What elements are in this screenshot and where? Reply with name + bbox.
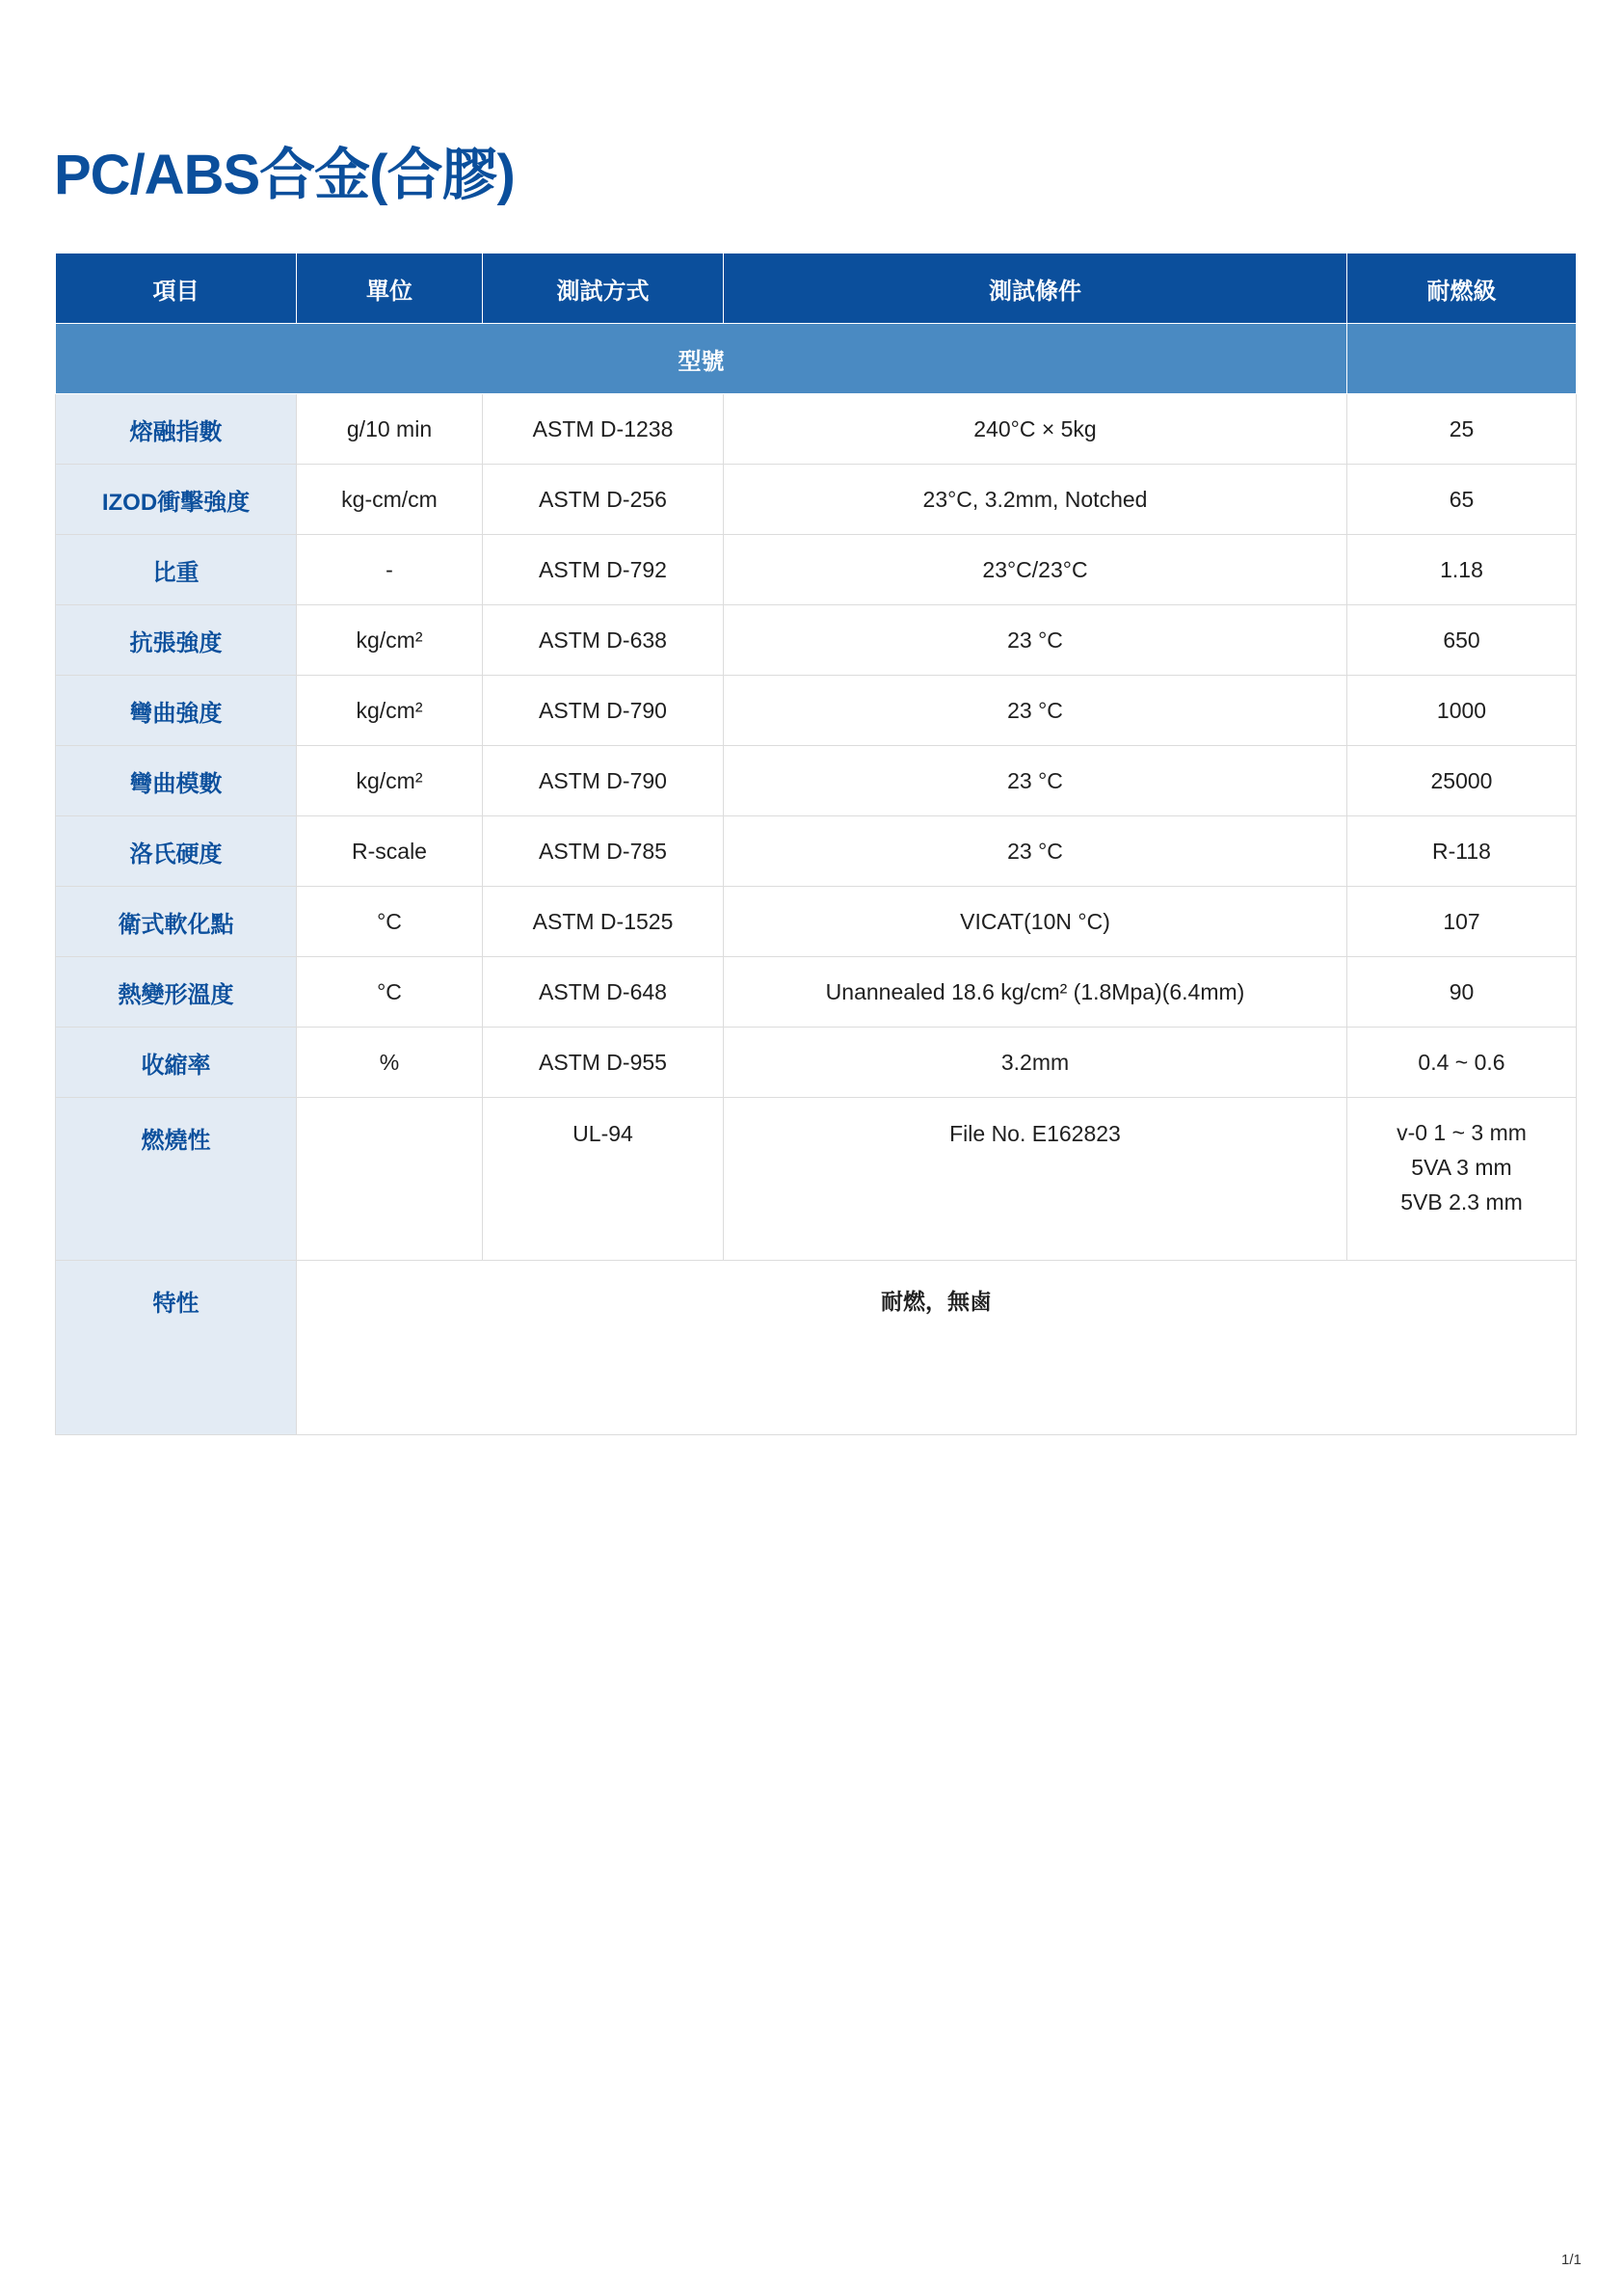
- row-unit: kg/cm²: [297, 746, 483, 816]
- header-unit: 單位: [297, 254, 483, 324]
- row-value: 90: [1347, 957, 1577, 1028]
- row-method: ASTM D-1525: [483, 887, 724, 957]
- row-condition: 23°C, 3.2mm, Notched: [724, 465, 1347, 535]
- row-unit: °C: [297, 887, 483, 957]
- row-unit: g/10 min: [297, 394, 483, 465]
- row-unit: °C: [297, 957, 483, 1028]
- row-value: 650: [1347, 605, 1577, 676]
- row-value: 25: [1347, 394, 1577, 465]
- row-value: 25000: [1347, 746, 1577, 816]
- model-value: [1347, 324, 1577, 394]
- row-value: 1000: [1347, 676, 1577, 746]
- table-row: [56, 605, 1577, 676]
- row-item: 抗張強度: [56, 605, 297, 676]
- row-unit: -: [297, 535, 483, 605]
- row-item: 比重: [56, 535, 297, 605]
- row-condition: 23°C/23°C: [724, 535, 1347, 605]
- table-row: [56, 746, 1577, 816]
- row-value: 0.4 ~ 0.6: [1347, 1028, 1577, 1098]
- row-condition: 23 °C: [724, 816, 1347, 887]
- row-condition: Unannealed 18.6 kg/cm² (1.8Mpa)(6.4mm): [724, 957, 1347, 1028]
- row-method: ASTM D-955: [483, 1028, 724, 1098]
- row-item: 彎曲強度: [56, 676, 297, 746]
- row-unit: R-scale: [297, 816, 483, 887]
- row-condition: 23 °C: [724, 676, 1347, 746]
- flammability-value-line: 5VA 3 mm: [1411, 1155, 1512, 1180]
- table-row: [56, 1028, 1577, 1098]
- header-method: 測試方式: [483, 254, 724, 324]
- flammability-unit: [297, 1098, 483, 1261]
- page-number: 1/1: [1561, 2252, 1582, 2268]
- row-value: 107: [1347, 887, 1577, 957]
- row-value: 65: [1347, 465, 1577, 535]
- row-item: 熔融指數: [56, 394, 297, 465]
- row-item: 收縮率: [56, 1028, 297, 1098]
- table-row: [56, 465, 1577, 535]
- row-method: ASTM D-785: [483, 816, 724, 887]
- row-item: 熱變形溫度: [56, 957, 297, 1028]
- row-item: IZOD衝擊強度: [56, 465, 297, 535]
- feature-value: 耐燃，無鹵: [297, 1261, 1577, 1435]
- row-method: ASTM D-638: [483, 605, 724, 676]
- row-unit: kg/cm²: [297, 676, 483, 746]
- model-label: 型號: [56, 324, 1347, 394]
- flammability-value-line: 5VB 2.3 mm: [1400, 1189, 1523, 1215]
- header-item: 項目: [56, 254, 297, 324]
- table-row: [56, 887, 1577, 957]
- flammability-method: UL-94: [483, 1098, 724, 1261]
- feature-item: 特性: [56, 1261, 297, 1435]
- table-row: [56, 676, 1577, 746]
- row-method: ASTM D-790: [483, 746, 724, 816]
- row-condition: 23 °C: [724, 605, 1347, 676]
- page-title: PC/ABS合金(合膠): [54, 144, 515, 206]
- spec-table: [55, 253, 1577, 1435]
- header-condition: 測試條件: [724, 254, 1347, 324]
- model-row: [56, 324, 1577, 394]
- table-row: [56, 535, 1577, 605]
- row-unit: kg-cm/cm: [297, 465, 483, 535]
- header-row: [56, 254, 1577, 324]
- flammability-row: [56, 1098, 1577, 1261]
- row-unit: kg/cm²: [297, 605, 483, 676]
- feature-row: [56, 1261, 1577, 1435]
- flammability-condition: File No. E162823: [724, 1098, 1347, 1261]
- row-condition: 23 °C: [724, 746, 1347, 816]
- flammability-values: [1347, 1098, 1577, 1261]
- row-value: 1.18: [1347, 535, 1577, 605]
- row-item: 彎曲模數: [56, 746, 297, 816]
- table-row: [56, 816, 1577, 887]
- row-unit: %: [297, 1028, 483, 1098]
- header-grade: 耐燃級: [1347, 254, 1577, 324]
- row-value: R-118: [1347, 816, 1577, 887]
- row-method: ASTM D-648: [483, 957, 724, 1028]
- table-row: [56, 957, 1577, 1028]
- row-condition: VICAT(10N °C): [724, 887, 1347, 957]
- row-method: ASTM D-792: [483, 535, 724, 605]
- row-method: ASTM D-790: [483, 676, 724, 746]
- row-method: ASTM D-256: [483, 465, 724, 535]
- row-item: 洛氏硬度: [56, 816, 297, 887]
- row-condition: 3.2mm: [724, 1028, 1347, 1098]
- table-row: [56, 394, 1577, 465]
- row-method: ASTM D-1238: [483, 394, 724, 465]
- flammability-value-line: v-0 1 ~ 3 mm: [1397, 1120, 1527, 1145]
- flammability-item: 燃燒性: [56, 1098, 297, 1261]
- row-condition: 240°C × 5kg: [724, 394, 1347, 465]
- row-item: 衛式軟化點: [56, 887, 297, 957]
